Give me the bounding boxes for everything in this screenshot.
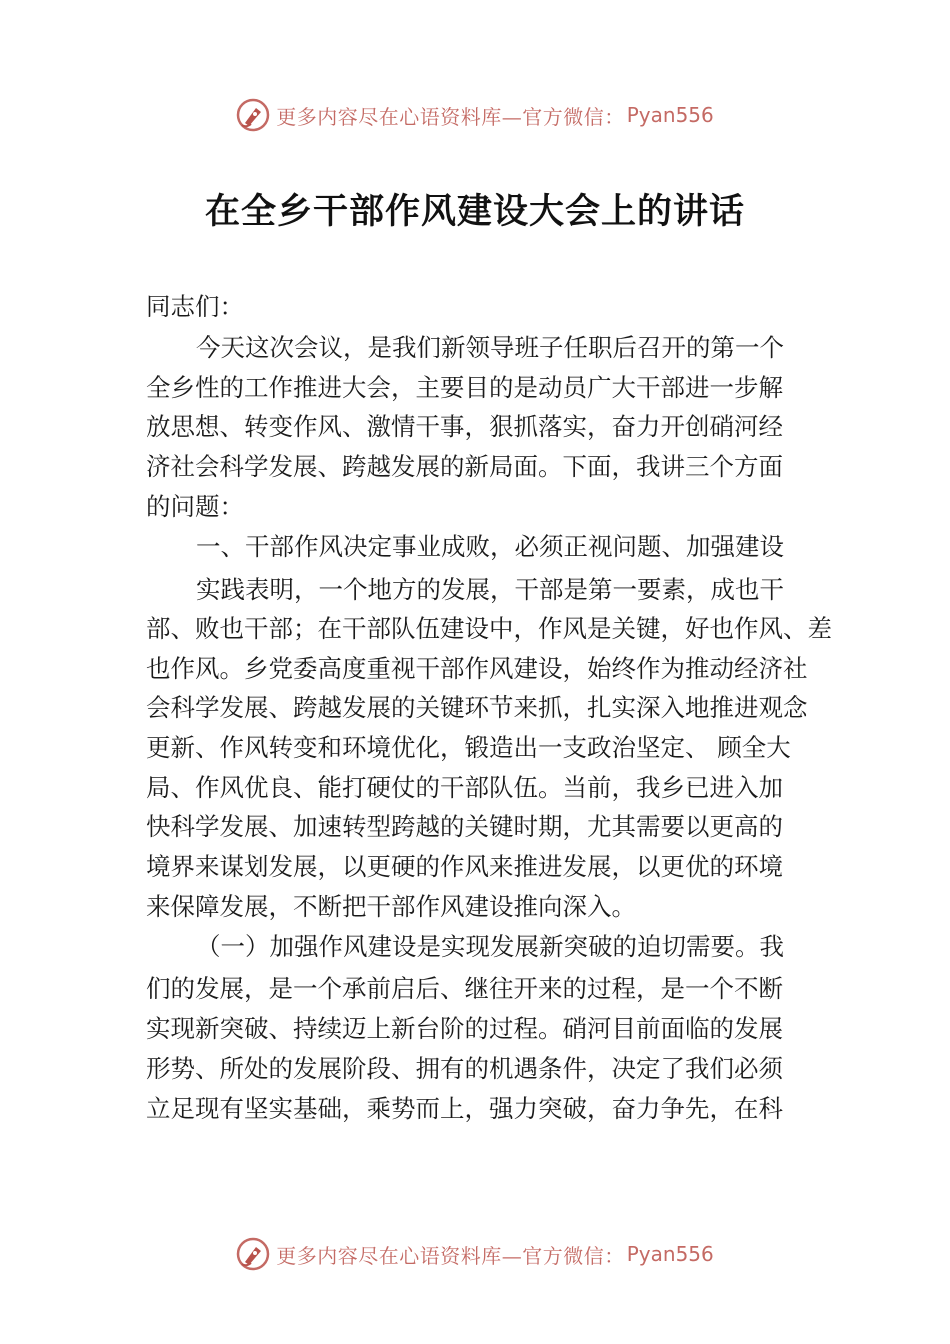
paragraph-line: 实现新突破、持续迈上新台阶的过程。硝河目前面临的发展 <box>146 1014 783 1043</box>
subsection-heading: （一）加强作风建设是实现发展新突破的迫切需要。我 <box>196 932 784 961</box>
footer-banner <box>0 1234 950 1274</box>
paragraph-line: 境界来谋划发展，以更硬的作风来推进发展，以更优的环境 <box>146 852 783 881</box>
paragraph-line: 放思想、转变作风、激情干事，狠抓落实，奋力开创硝河经 <box>146 412 783 441</box>
paragraph-line: 今天这次会议，是我们新领导班子任职后召开的第一个 <box>196 333 784 362</box>
banner-text: 更多内容尽在心语资料库—官方微信： <box>276 104 625 129</box>
salutation: 同志们： <box>146 292 244 321</box>
banner-wechat-id: Pyan556 <box>626 103 714 127</box>
paragraph-line: 会科学发展、跨越发展的关键环节来抓，扎实深入地推进观念 <box>146 693 808 722</box>
paragraph-line: 形势、所处的发展阶段、拥有的机遇条件，决定了我们必须 <box>146 1054 783 1083</box>
section-heading: 一、干部作风决定事业成败，必须正视问题、加强建设 <box>196 532 784 561</box>
banner-text: 更多内容尽在心语资料库—官方微信： <box>276 1243 625 1268</box>
paragraph-line: 部、败也干部；在干部队伍建设中，作风是关键，好也作风、差 <box>146 614 832 643</box>
pen-nib-logo-icon <box>236 1237 270 1271</box>
paragraph-line: 立足现有坚实基础，乘势而上，强力突破，奋力争先，在科 <box>146 1094 783 1123</box>
paragraph-line: 更新、作风转变和环境优化，锻造出一支政治坚定、 顾全大 <box>146 733 791 762</box>
paragraph-line: 济社会科学发展、跨越发展的新局面。下面，我讲三个方面 <box>146 452 783 481</box>
paragraph-line: 全乡性的工作推进大会，主要目的是动员广大干部进一步解 <box>146 373 783 402</box>
header-banner <box>0 95 950 135</box>
paragraph-line: 来保障发展，不断把干部作风建设推向深入。 <box>146 892 636 921</box>
pen-nib-logo-icon <box>236 98 270 132</box>
document-title: 在全乡干部作风建设大会上的讲话 <box>204 192 745 232</box>
paragraph-line: 实践表明，一个地方的发展，干部是第一要素，成也干 <box>196 575 784 604</box>
paragraph-line: 也作风。乡党委高度重视干部作风建设，始终作为推动经济社 <box>146 654 808 683</box>
paragraph-line: 局、作风优良、能打硬仗的干部队伍。当前，我乡已进入加 <box>146 773 783 802</box>
paragraph-line: 们的发展，是一个承前启后、继往开来的过程，是一个不断 <box>146 974 783 1003</box>
paragraph-line: 的问题： <box>146 492 244 521</box>
banner-wechat-id: Pyan556 <box>626 1242 714 1266</box>
paragraph-line: 快科学发展、加速转型跨越的关键时期，尤其需要以更高的 <box>146 812 783 841</box>
